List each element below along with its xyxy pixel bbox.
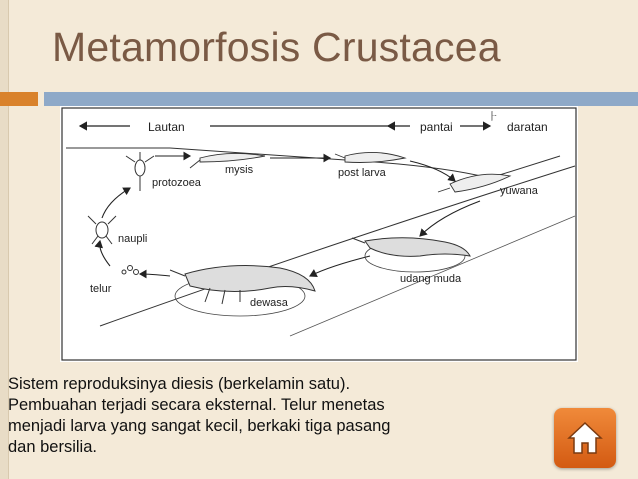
label-lautan: Lautan	[148, 120, 185, 134]
label-daratan: daratan	[507, 120, 548, 134]
postlarva-figure	[335, 152, 405, 162]
label-pantai: pantai	[420, 120, 453, 134]
arrow-postlarva-yuwana	[410, 161, 455, 181]
home-icon	[566, 419, 604, 457]
arrow-udangmuda-dewasa	[310, 256, 370, 276]
label-naupli: naupli	[118, 233, 148, 245]
dewasa-figure	[170, 266, 315, 304]
accent-band-blue	[44, 92, 638, 106]
caption-line-3: menjadi larva yang sangat kecil, berkaki tiga pasang	[8, 417, 391, 435]
caption-line-1: Sistem reproduksinya diesis (berkelamin satu).	[8, 375, 351, 393]
telur-figure	[122, 266, 139, 275]
label-mysis: mysis	[225, 164, 254, 176]
home-button[interactable]	[554, 408, 616, 468]
caption-line-4: dan bersilia.	[8, 438, 97, 456]
arrow-naupli-protozoea	[102, 188, 130, 218]
label-post-larva: post larva	[338, 167, 386, 179]
label-udang-muda: udang muda	[400, 273, 462, 285]
metamorphosis-diagram	[60, 106, 578, 362]
accent-band-orange	[0, 92, 38, 106]
label-yuwana: yuwana	[500, 185, 538, 197]
slide-caption	[8, 374, 528, 458]
plant-icon: ⺊	[488, 112, 498, 123]
diagram-svg	[60, 106, 578, 362]
protozoea-figure	[126, 152, 154, 191]
label-protozoea: protozoea	[152, 177, 201, 189]
naupli-figure	[88, 216, 116, 244]
arrow-dewasa-telur	[140, 274, 170, 276]
label-telur: telur	[90, 283, 112, 295]
label-dewasa: dewasa	[250, 297, 288, 309]
arrow-telur-naupli	[100, 241, 110, 266]
slide-title: Metamorfosis Crustacea	[52, 24, 501, 70]
udangmuda-figure	[352, 238, 470, 257]
caption-line-2: Pembuahan terjadi secara eksternal. Telur menetas	[8, 396, 385, 414]
